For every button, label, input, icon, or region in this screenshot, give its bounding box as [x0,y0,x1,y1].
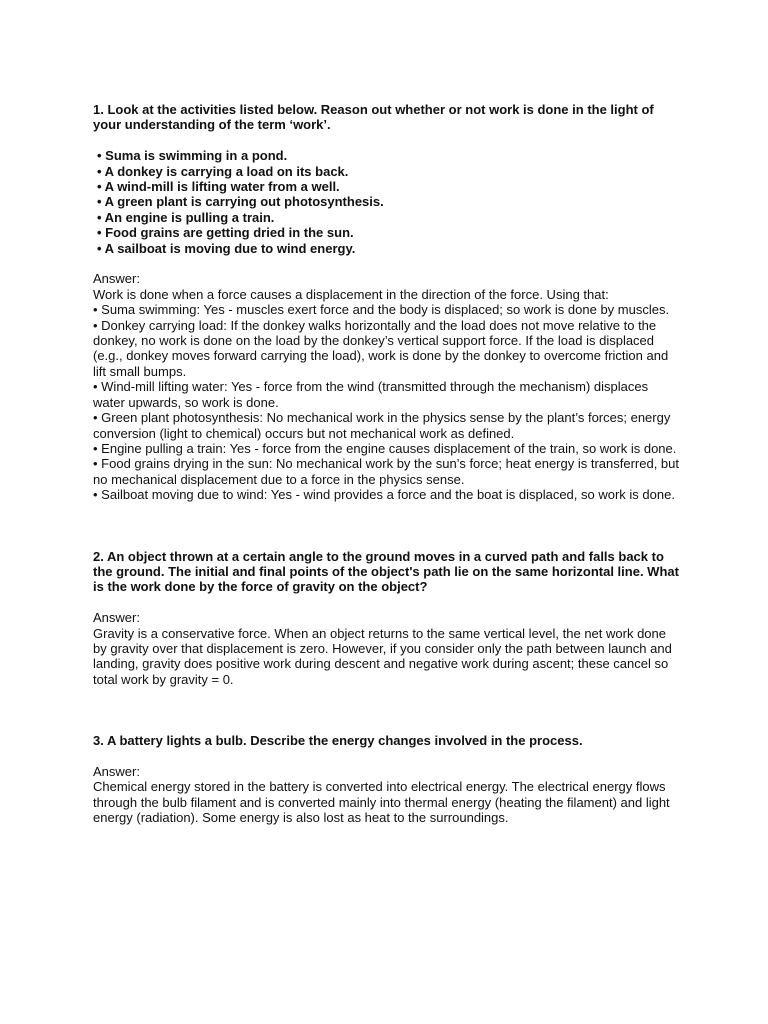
answer-paragraph: • Sailboat moving due to wind: Yes - wind provides a force and the boat is displaced, so work is done. [93,487,675,503]
answer-paragraph: • Engine pulling a train: Yes - force from the engine causes displacement of the train, so work is done. [93,440,677,456]
answer-paragraph: • Food grains drying in the sun: No mechanical work by the sun’s force; heat energy is transferred, but no mechanical displacement due to a force in the physics sense. [93,456,680,487]
activity-item: • A donkey is carrying a load on its back. [97,163,349,179]
activity-item: • Food grains are getting dried in the sun. [97,225,354,241]
answer-label: Answer: [93,763,140,779]
question-3-section [93,733,683,825]
question-1-text: 1. Look at the activities listed below. Reason out whether or not work is done in the light of your understanding of the term ‘work’. [93,102,654,133]
answer-paragraph: • Wind-mill lifting water: Yes - force from the wind (transmitted through the mechanism) displaces water upwards, so work is done. [93,379,649,410]
answer-paragraph: Work is done when a force causes a displacement in the direction of the force. Using that: [93,286,609,302]
answer-label: Answer: [93,271,140,287]
activity-item: • A sailboat is moving due to wind energy. [97,240,356,256]
activity-item: • Suma is swimming in a pond. [97,148,288,164]
answer-paragraph: Gravity is a conservative force. When an object returns to the same vertical level, the net work done by gravity over that displacement is zero. However, if you consider only the path between launch and landing, gravity does positive work during descent and negative work during ascent; these cancel so total work by gravity = 0. [93,625,672,687]
answer-paragraph: • Green plant photosynthesis: No mechanical work in the physics sense by the plant’s forces; energy conversion (light to chemical) occurs but not mechanical work as defined. [93,410,671,441]
question-1-activity-list [93,148,683,256]
answer-paragraph: • Donkey carrying load: If the donkey walks horizontally and the load does not move relative to the donkey, no work is done on the load by the donkey’s vertical support force. If the load is displaced (e.g., donkey moves forward carrying the load), work is done by the donkey to overcome friction and lift small bumps. [93,317,669,379]
document-page [93,102,683,826]
answer-paragraph: • Suma swimming: Yes - muscles exert force and the body is displaced; so work is done by muscles. [93,302,670,318]
question-3-text: 3. A battery lights a bulb. Describe the energy changes involved in the process. [93,733,583,749]
question-2-section [93,549,683,688]
answer-paragraph: Chemical energy stored in the battery is converted into electrical energy. The electrical energy flows through the bulb filament and is converted mainly into thermal energy (heating the filament) and light energy (radiation). Some energy is also lost as heat to the surroundings. [93,779,670,826]
activity-item: • A green plant is carrying out photosynthesis. [97,194,384,210]
activity-item: • A wind-mill is lifting water from a well. [97,179,340,195]
answer-label: Answer: [93,610,140,626]
question-1-section [93,102,683,503]
question-2-text: 2. An object thrown at a certain angle to the ground moves in a curved path and falls back to the ground. The initial and final points of the object's path lie on the same horizontal line. What is the work done by the force of gravity on the object? [93,548,679,595]
activity-item: • An engine is pulling a train. [97,209,275,225]
